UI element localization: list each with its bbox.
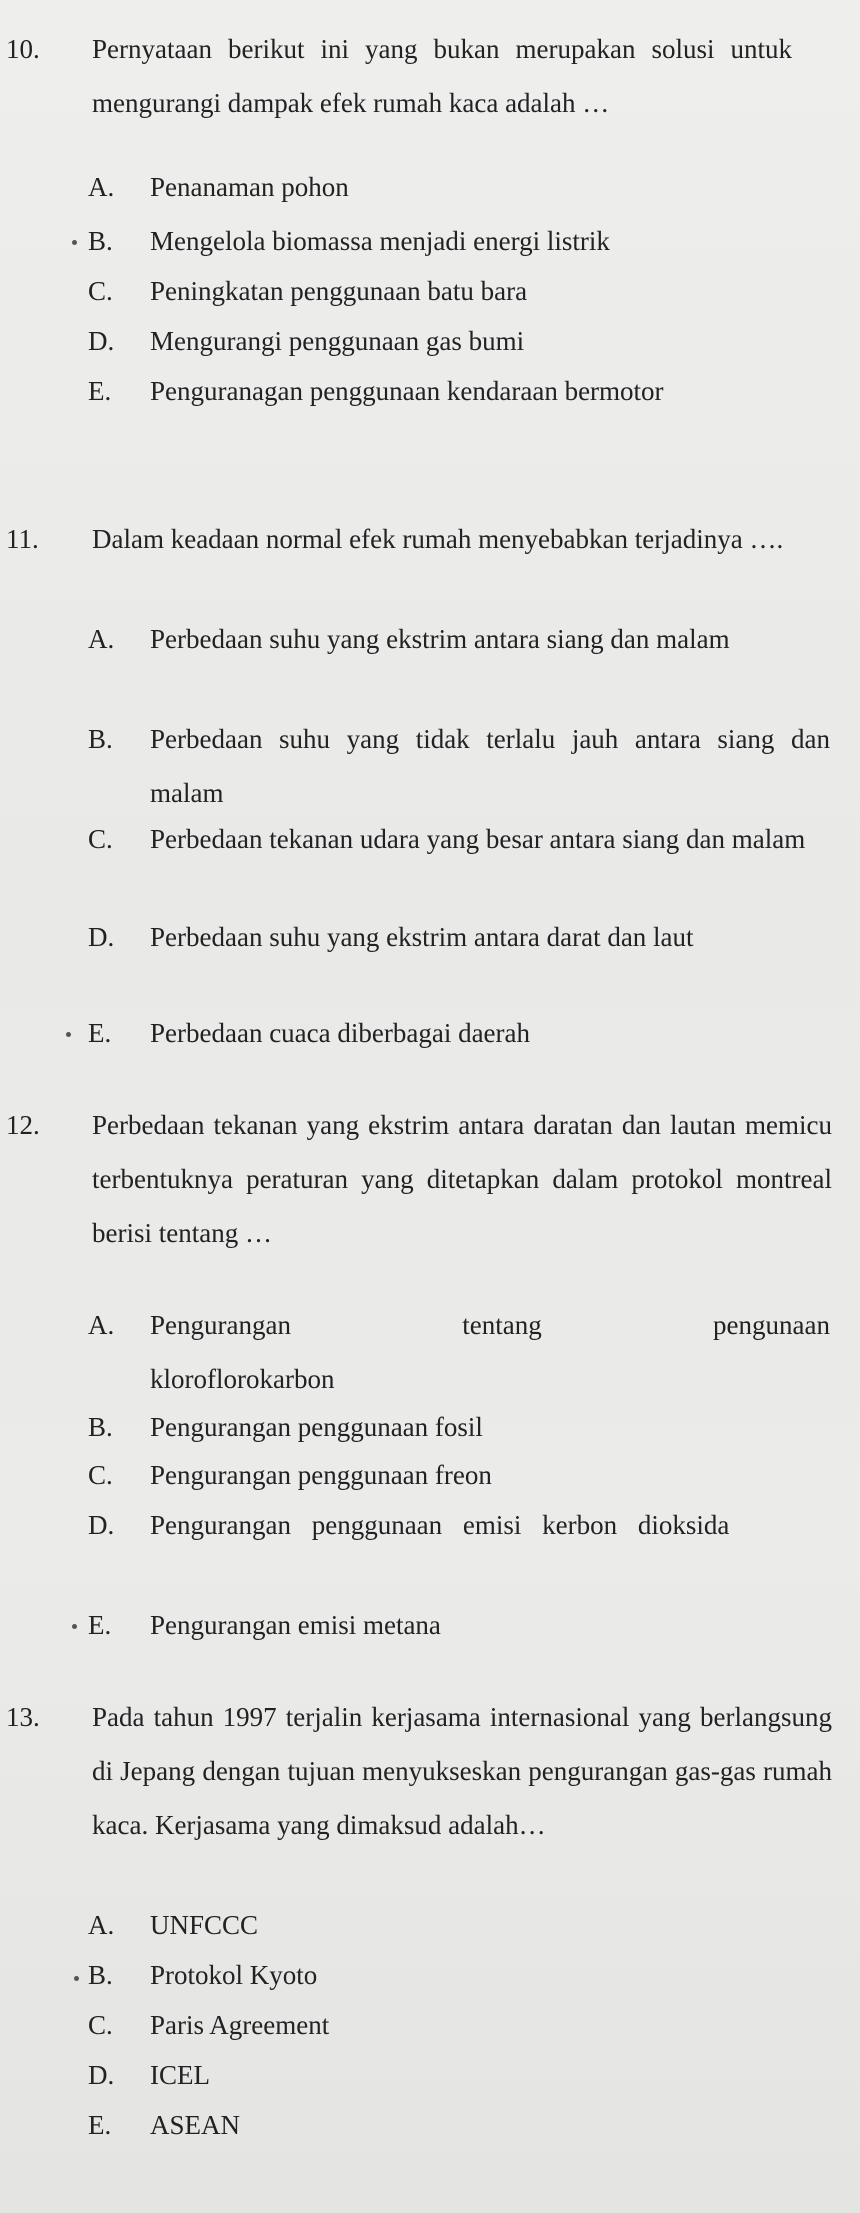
- option-letter: B.: [88, 1960, 113, 1990]
- option-text: Pengurangan emisi metana: [150, 1610, 441, 1640]
- option-text: ICEL: [150, 2060, 210, 2090]
- option-letter: C.: [88, 824, 113, 854]
- option-letter: C.: [88, 276, 113, 306]
- option-letter: A.: [88, 624, 115, 654]
- option-text: Protokol Kyoto: [150, 1960, 318, 1990]
- option-text: Perbedaan tekanan udara yang besar antara siang dan malam: [150, 824, 806, 854]
- option-letter: C.: [88, 2010, 113, 2040]
- question-text: Pernyataan berikut ini yang bukan merupakan solusi untuk mengurangi dampak efek rumah kaca adalah …: [92, 34, 792, 118]
- question-text: Perbedaan tekanan yang ekstrim antara daratan dan lautan memicu terbentuknya peraturan yang ditetapkan dalam protokol montreal berisi tentang …: [92, 1110, 832, 1248]
- option-text: Mengelola biomassa menjadi energi listrik: [150, 226, 610, 256]
- option-letter: A.: [88, 1910, 115, 1940]
- option-text: Penanaman pohon: [150, 172, 349, 202]
- question-number: 12.: [6, 1110, 40, 1140]
- option-letter: E.: [88, 1018, 112, 1048]
- answer-mark-13b: [74, 1976, 79, 1981]
- question-text: Pada tahun 1997 terjalin kerjasama internasional yang berlangsung di Jepang dengan tujuan menyukseskan pengurangan gas-gas rumah kaca. Kerjasama yang dimaksud adalah…: [92, 1702, 832, 1840]
- option-letter: A.: [88, 172, 115, 202]
- option-text: Pengurangan penggunaan freon: [150, 1460, 492, 1490]
- option-text: Perbedaan cuaca diberbagai daerah: [150, 1018, 531, 1048]
- option-text: Perbedaan suhu yang tidak terlalu jauh antara siang dan malam: [150, 724, 830, 808]
- option-text: Penguranagan penggunaan kendaraan bermotor: [150, 376, 664, 406]
- option-letter: D.: [88, 326, 115, 356]
- option-letter: C.: [88, 1460, 113, 1490]
- option-text: UNFCCC: [150, 1910, 259, 1940]
- option-letter: B.: [88, 724, 113, 754]
- option-text: Perbedaan suhu yang ekstrim antara darat dan laut: [150, 922, 694, 952]
- option-text: Pengurangan tentang pengunaan kloroflorokarbon: [150, 1310, 830, 1394]
- option-text: Pengurangan penggunaan emisi kerbon dioksida: [150, 1510, 730, 1540]
- option-letter: E.: [88, 2110, 112, 2140]
- option-text: Mengurangi penggunaan gas bumi: [150, 326, 525, 356]
- option-text: ASEAN: [150, 2110, 241, 2140]
- question-number: 11.: [6, 524, 39, 554]
- option-letter: B.: [88, 1412, 113, 1442]
- option-letter: D.: [88, 2060, 115, 2090]
- option-text: Pengurangan penggunaan fosil: [150, 1412, 483, 1442]
- option-letter: A.: [88, 1310, 115, 1340]
- option-letter: D.: [88, 922, 115, 952]
- question-text: Dalam keadaan normal efek rumah menyebabkan terjadinya ….: [92, 524, 784, 554]
- option-letter: D.: [88, 1510, 115, 1540]
- question-number: 13.: [6, 1702, 40, 1732]
- question-number: 10.: [6, 34, 40, 64]
- option-text: Perbedaan suhu yang ekstrim antara siang dan malam: [150, 624, 730, 654]
- answer-mark-11e: [66, 1032, 71, 1037]
- option-letter: B.: [88, 226, 113, 256]
- option-text: Paris Agreement: [150, 2010, 330, 2040]
- option-letter: E.: [88, 1610, 112, 1640]
- answer-mark-10b: [72, 240, 77, 245]
- option-text: Peningkatan penggunaan batu bara: [150, 276, 528, 306]
- answer-mark-12e: [72, 1624, 77, 1629]
- option-letter: E.: [88, 376, 112, 406]
